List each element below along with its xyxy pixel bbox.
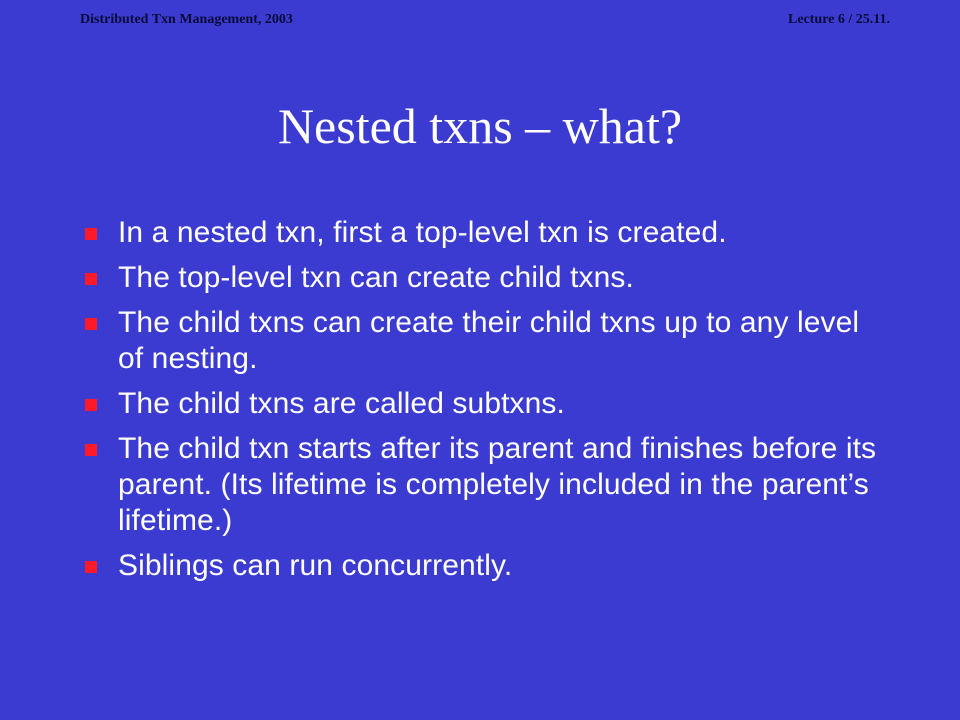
bullet-text: Siblings can run concurrently. <box>118 549 513 582</box>
bullet-item <box>82 305 892 377</box>
square-bullet-icon <box>85 228 97 240</box>
square-bullet-icon <box>85 561 97 573</box>
bullet-item <box>82 548 892 584</box>
bullet-item <box>82 431 892 539</box>
bullet-text: The child txns are called subtxns. <box>118 387 565 420</box>
square-bullet-icon <box>85 273 97 285</box>
bullet-text: The child txn starts after its parent and finishes before its parent. (Its lifetime is completely included in the parent’s lifetime.) <box>118 432 877 537</box>
bullet-text: The child txns can create their child txns up to any level of nesting. <box>118 306 860 375</box>
bullet-list <box>82 215 892 593</box>
slide-title: Nested txns – what? <box>277 98 683 154</box>
square-bullet-icon <box>85 318 97 330</box>
bullet-item <box>82 260 892 296</box>
square-bullet-icon <box>85 399 97 411</box>
square-bullet-icon <box>85 444 97 456</box>
bullet-text: In a nested txn, first a top-level txn is created. <box>118 216 727 249</box>
bullet-text: The top-level txn can create child txns. <box>118 261 634 294</box>
bullet-item <box>82 386 892 422</box>
header-lecture-number: Lecture 6 / 25.11. <box>787 12 890 27</box>
header-course-title: Distributed Txn Management, 2003 <box>80 12 293 27</box>
bullet-item <box>82 215 892 251</box>
